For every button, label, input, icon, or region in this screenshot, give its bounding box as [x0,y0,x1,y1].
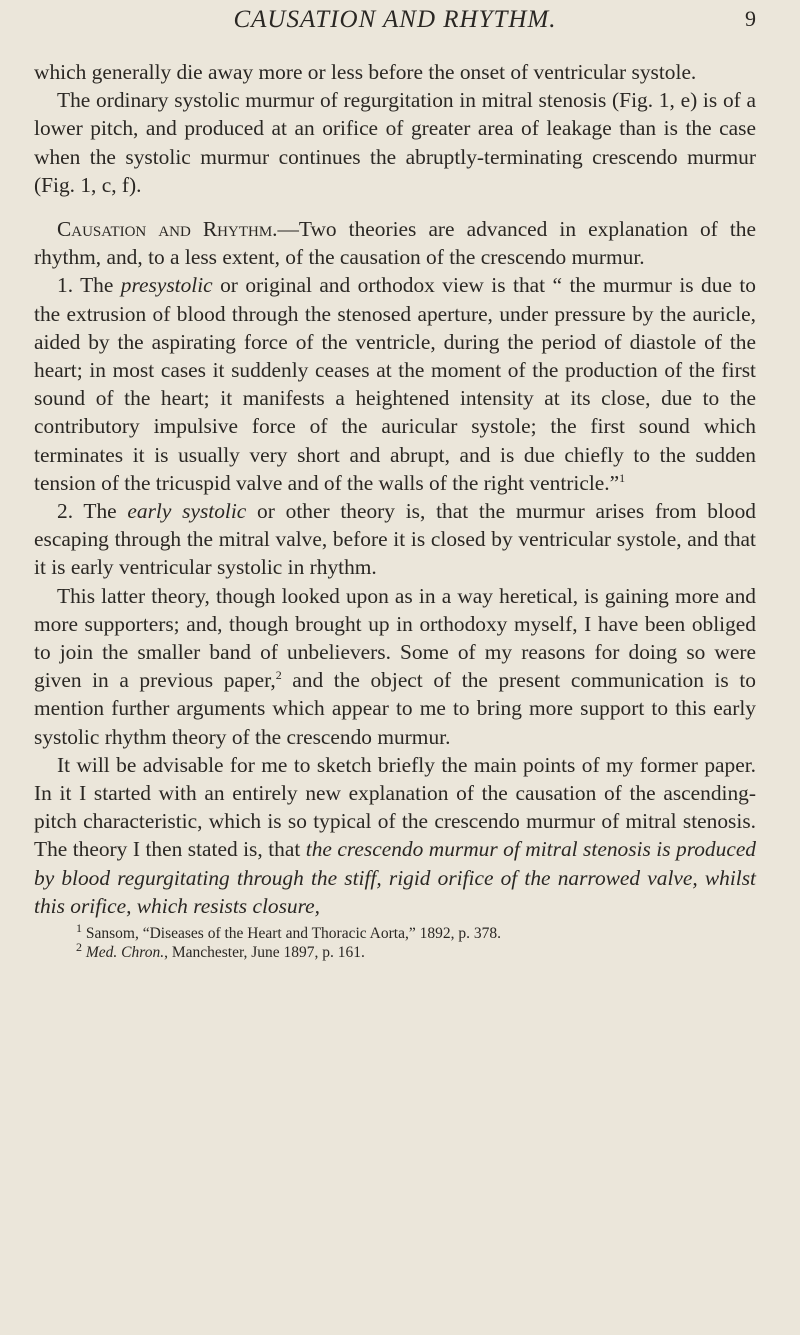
running-title: CAUSATION AND RHYTHM. [233,6,557,33]
body-text [34,58,756,920]
paragraph-4-text: or original and orthodox view is that “ the murmur is due to the extrusion of blood through the stenosed aperture, under pressure by the auricle, aided by the aspirating force of the ventricle, during the period of diastole of the heart; in most cases it suddenly ceases at the moment of the production of the first sound of the heart; it manifests a heightened intensity at its close, due to the contributory impulsive force of the auricular systole; the first sound which terminates it is usually very short and abrupt, and is due chiefly to the sudden tension of the tricuspid valve and of the walls of the right ventricle.” [34,273,757,495]
footnotes [34,920,756,962]
footnote-ref-2: 2 [275,668,282,683]
paragraph-7-text: It will be advisable for me to sketch briefly the main points of my former paper. In it I started with an entirely new explanation of the causation of the ascending-pitch characteristic, which is so typical of the crescendo murmur of mitral stenosis. The theory I then stated is, that [34,752,756,862]
paragraph-5-prefix: 2. The [57,499,128,524]
paragraph-7 [34,751,756,920]
paragraph-3 [34,215,756,271]
paragraph-6-text-before: This latter theory, though looked upon as in a way heretical, is gaining more and more supporters; and, though brought up in orthodoxy myself, I have been obliged to join the smaller band of unbelievers. Some of my reasons for doing so were given in a previous paper, [34,583,756,693]
footnote-1 [76,920,756,943]
running-head [34,0,756,48]
paragraph-6-text-after: and the object of the present communication is to mention further arguments which appear to me to bring more support to this early systolic rhythm theory of the crescendo murmur. [34,668,756,749]
section-heading: Causation and Rhythm. [57,217,278,242]
footnote-1-mark: 1 [76,920,82,935]
page-number: 9 [745,6,756,31]
term-presystolic: presystolic [120,273,213,298]
paragraph-1: which generally die away more or less before the onset of ventricular systole. [34,60,697,84]
paragraph-2: The ordinary systolic murmur of regurgitation in mitral stenosis (Fig. 1, e) is of a lower pitch, and produced at an orifice of greater area of leakage than is the case when the systolic murmur continues the abruptly-terminating crescendo murmur (Fig. 1, c, f). [34,88,756,197]
paragraph-5 [34,497,756,582]
footnote-2-mark: 2 [76,939,82,954]
footnote-2 [76,939,756,962]
paragraph-4 [34,271,756,497]
footnote-2-journal: Med. Chron. [82,944,165,962]
footnote-1-text: Sansom, “Diseases of the Heart and Thoracic Aorta,” 1892, p. 378. [82,925,501,943]
paragraph-4-prefix: 1. The [57,273,121,298]
footnote-2-text: , Manchester, June 1897, p. 161. [164,944,365,962]
footnote-ref-1: 1 [619,470,626,485]
paragraph-6 [34,582,756,751]
paragraph-7-italic: the crescendo murmur of mitral stenosis is produced by blood regurgitating through the stiff, rigid orifice of the narrowed valve, whilst this orifice, which resists closure, [34,837,757,918]
paragraph-3-text: —Two theories are advanced in explanation of the rhythm, and, to a less extent, of the causation of the crescendo murmur. [34,217,756,270]
paragraph-5-text: or other theory is, that the murmur arises from blood escaping through the mitral valve, before it is closed by ventricular systole, and that it is early ventricular systolic in rhythm. [34,499,756,580]
term-early-systolic: early systolic [127,499,247,524]
